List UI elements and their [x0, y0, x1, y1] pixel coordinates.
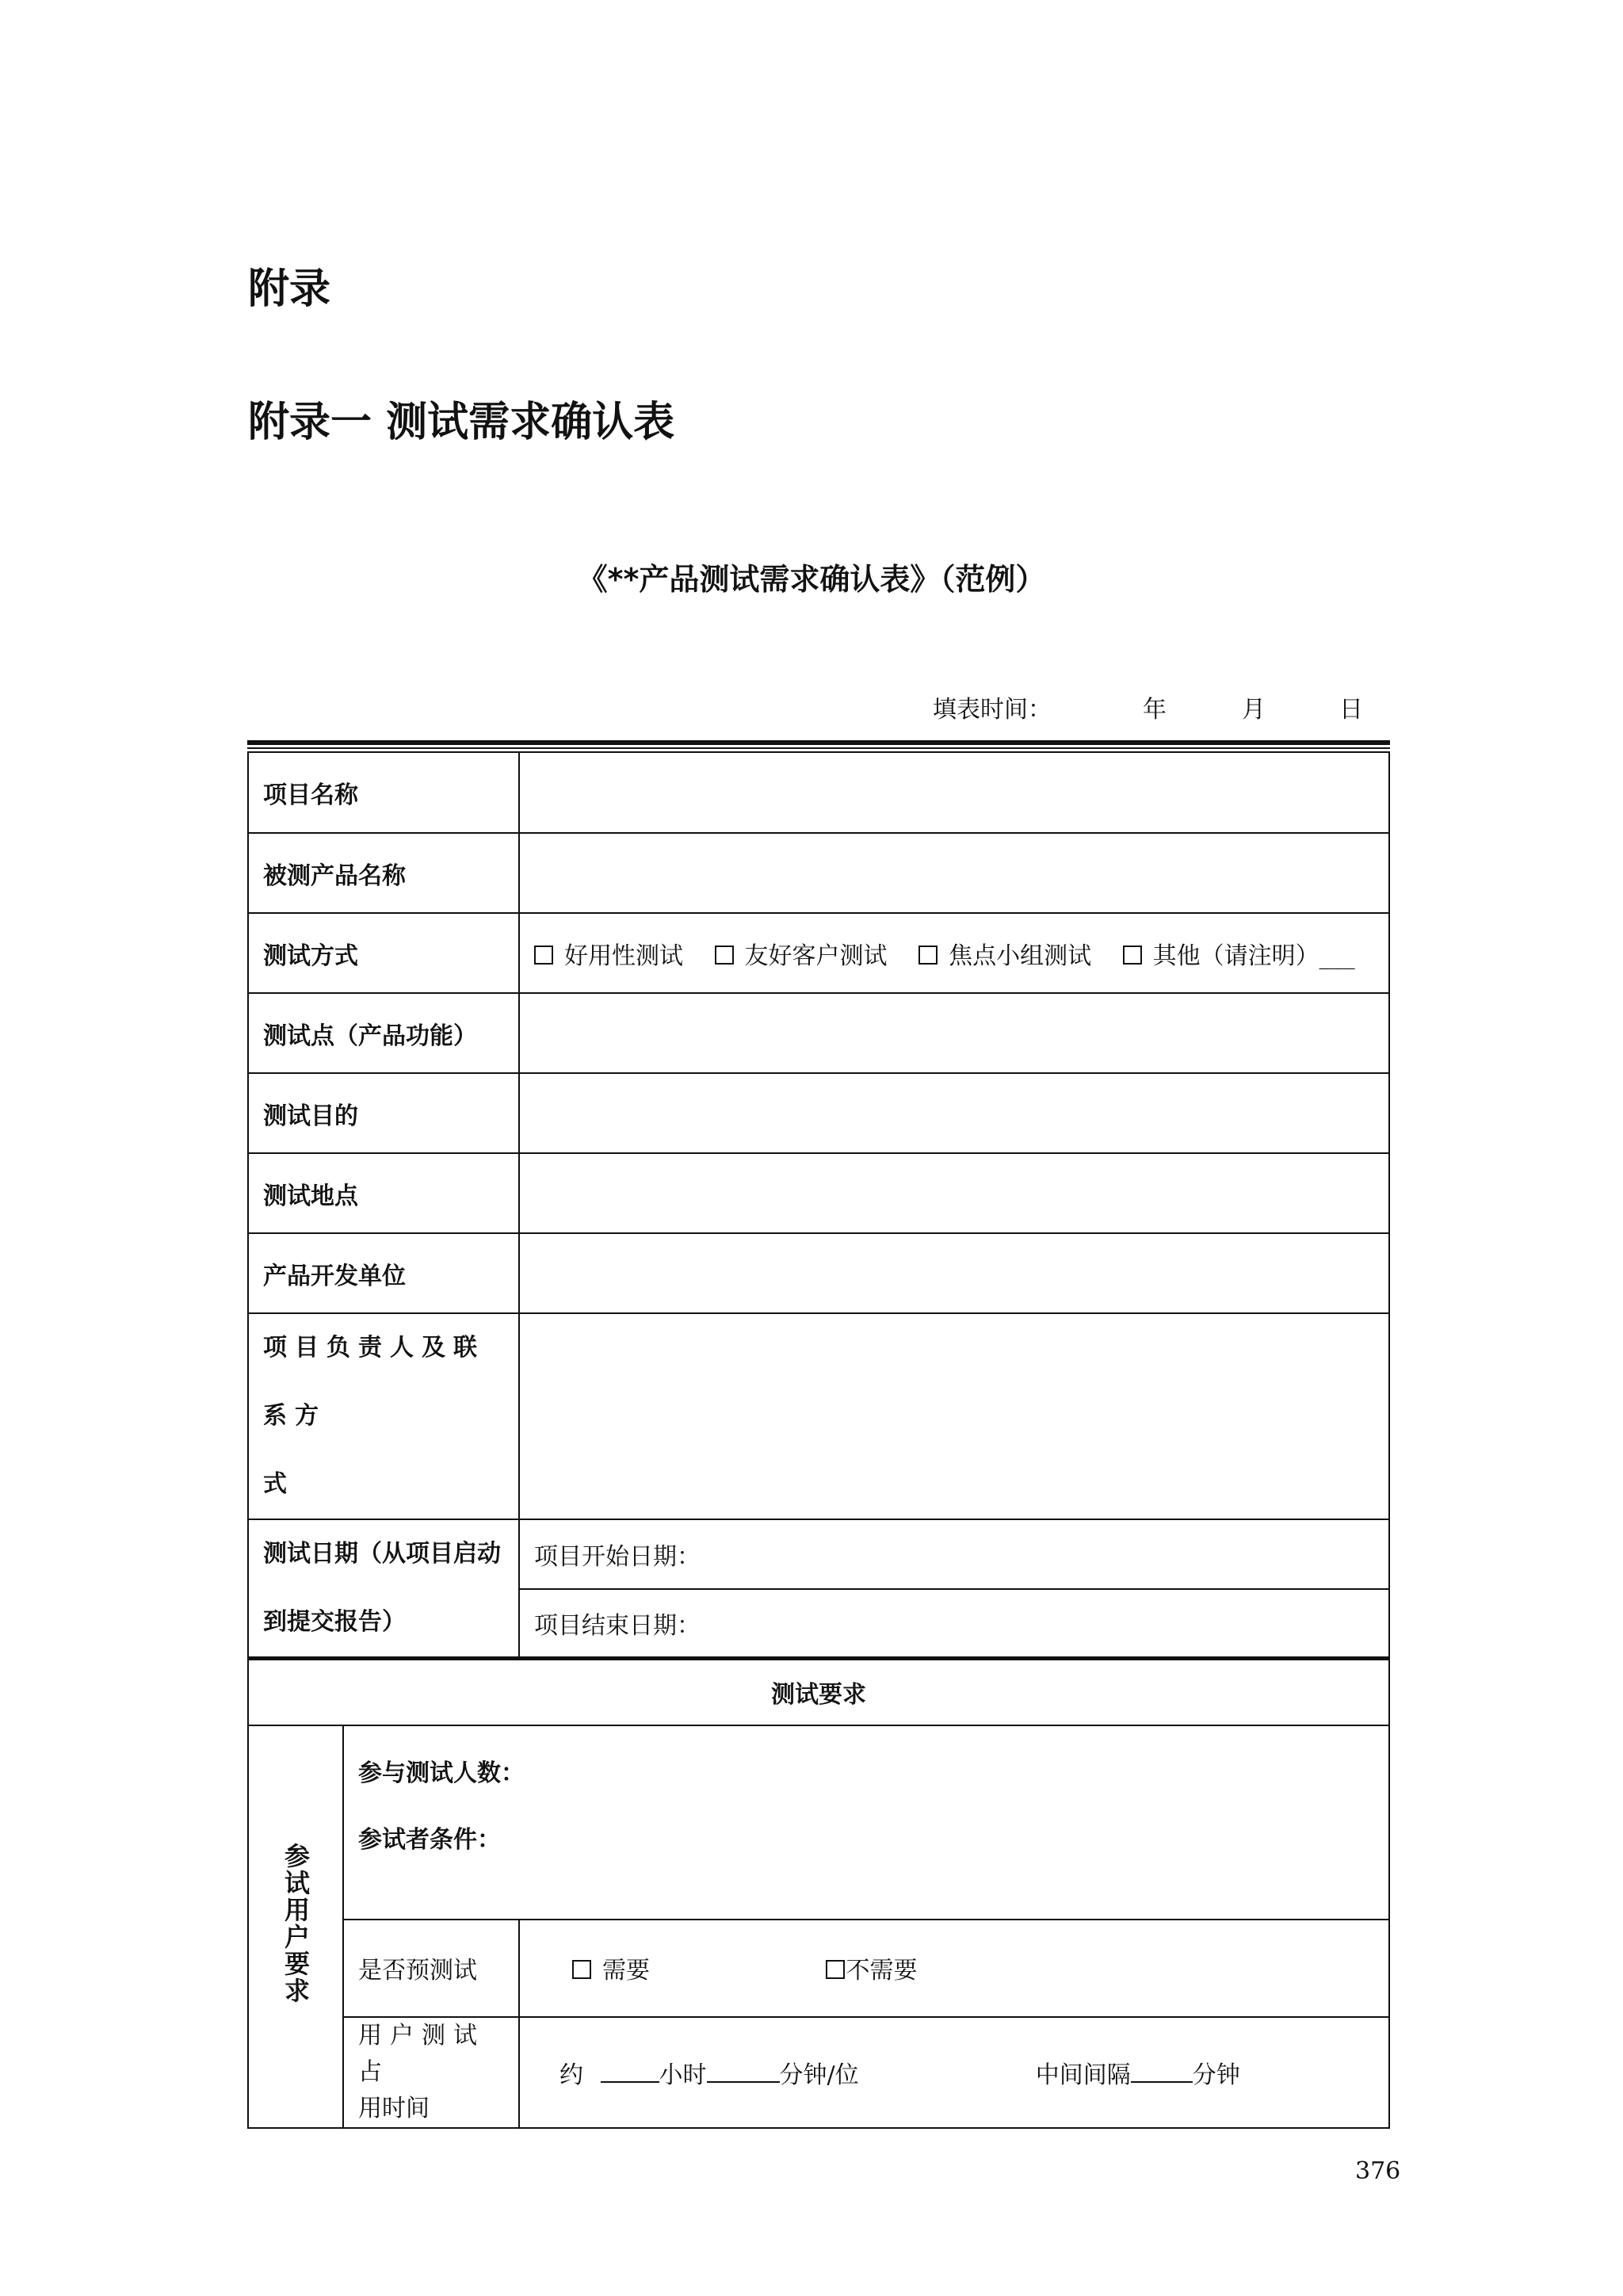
form-row — [248, 752, 1389, 833]
owner-contact-label-line2: 式 — [263, 1470, 287, 1498]
fill-date-day: 日 — [1339, 696, 1363, 724]
pretest-label: 是否预测试 — [343, 1920, 519, 2017]
test-method-options — [519, 913, 1389, 993]
test-date-label — [248, 1519, 519, 1659]
form-row — [248, 993, 1389, 1073]
project-name-field[interactable] — [519, 752, 1389, 833]
fill-date-label: 填表时间： — [933, 696, 1052, 724]
test-date-label-line2: 到提交报告） — [263, 1608, 406, 1636]
checkbox-icon[interactable] — [918, 946, 938, 965]
test-requirement-form — [247, 751, 1390, 2129]
form-row — [248, 1233, 1389, 1313]
end-date-field[interactable]: 项目结束日期： — [519, 1589, 1389, 1659]
fill-date-month: 月 — [1242, 696, 1266, 724]
test-point-label: 测试点（产品功能） — [248, 993, 519, 1073]
test-location-field[interactable] — [519, 1153, 1389, 1233]
thin-rule — [247, 747, 1390, 749]
form-row — [248, 1920, 1389, 2017]
checkbox-icon[interactable] — [534, 946, 553, 965]
form-row — [248, 1153, 1389, 1233]
owner-contact-label — [248, 1313, 519, 1519]
form-row — [248, 1313, 1389, 1519]
thick-rule — [247, 740, 1390, 745]
minutes-blank[interactable] — [707, 2059, 780, 2083]
product-name-field[interactable] — [519, 833, 1389, 913]
test-date-label-line1: 测试日期（从项目启动 — [263, 1540, 501, 1568]
test-time-label-line2: 用时间 — [358, 2094, 430, 2122]
participant-conditions-label: 参试者条件： — [358, 1826, 501, 1854]
checkbox-icon[interactable] — [826, 1960, 845, 1979]
appendix-heading: 附录 — [248, 266, 331, 313]
test-purpose-field[interactable] — [519, 1073, 1389, 1153]
checkbox-icon[interactable] — [1123, 946, 1142, 965]
start-date-field[interactable]: 项目开始日期： — [519, 1519, 1389, 1589]
method-option[interactable]: 焦点小组测试 — [918, 936, 1091, 971]
user-requirements-text: 参试用户要求 — [281, 1842, 311, 2004]
form-row — [248, 1659, 1389, 1725]
participants-count-label: 参与测试人数： — [358, 1759, 525, 1787]
dev-unit-label: 产品开发单位 — [248, 1233, 519, 1313]
page-number: 376 — [1355, 2157, 1401, 2185]
form-row — [248, 1519, 1389, 1589]
user-requirements-label — [248, 1725, 343, 2128]
hours-blank[interactable] — [601, 2059, 659, 2083]
form-row — [248, 2017, 1389, 2128]
test-requirements-header: 测试要求 — [248, 1659, 1389, 1725]
dev-unit-field[interactable] — [519, 1233, 1389, 1313]
owner-contact-label-line1: 项目负责人及联系方 — [263, 1334, 485, 1430]
test-location-label: 测试地点 — [248, 1153, 519, 1233]
pretest-no-option[interactable]: 不需要 — [826, 1957, 918, 1985]
test-purpose-label: 测试目的 — [248, 1073, 519, 1153]
form-row — [248, 833, 1389, 913]
form-row — [248, 1073, 1389, 1153]
owner-contact-field[interactable] — [519, 1313, 1389, 1519]
pretest-options — [519, 1920, 1389, 2017]
test-point-field[interactable] — [519, 993, 1389, 1073]
interval-blank[interactable] — [1131, 2059, 1193, 2083]
checkbox-icon[interactable] — [572, 1960, 591, 1979]
fill-date-year: 年 — [1143, 696, 1167, 724]
form-row — [248, 913, 1389, 993]
checkbox-icon[interactable] — [715, 946, 734, 965]
method-option[interactable]: 好用性测试 — [534, 936, 683, 971]
product-name-label: 被测产品名称 — [248, 833, 519, 913]
test-time-label — [343, 2017, 519, 2128]
test-time-field[interactable]: 约 小时 分钟/位 中间间隔 分钟 — [519, 2017, 1389, 2128]
appendix-one-heading: 附录一 测试需求确认表 — [248, 399, 675, 446]
method-option[interactable]: 友好客户测试 — [715, 936, 888, 971]
test-method-label: 测试方式 — [248, 913, 519, 993]
pretest-yes-option[interactable]: 需要 — [572, 1950, 818, 1985]
participants-cell[interactable] — [343, 1725, 1389, 1920]
method-option[interactable]: 其他（请注明）___ — [1123, 936, 1355, 971]
form-row — [248, 1725, 1389, 1920]
project-name-label: 项目名称 — [248, 752, 519, 833]
test-time-label-line1: 用户测试占 — [358, 2021, 485, 2086]
form-title: 《**产品测试需求确认表》（范例） — [577, 562, 1046, 597]
